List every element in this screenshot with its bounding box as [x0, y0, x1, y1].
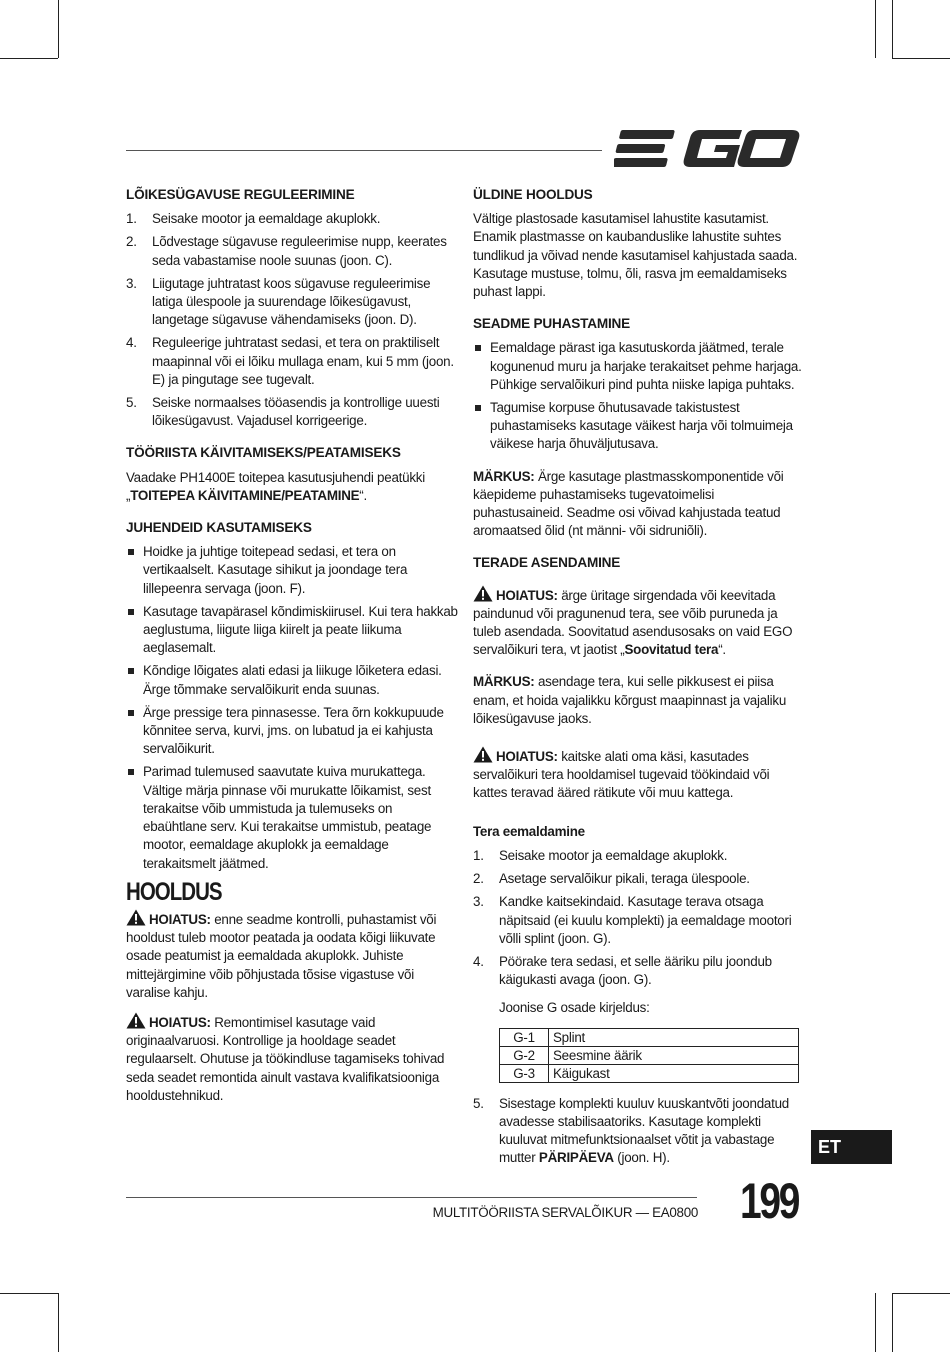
- warning-paragraph: HOIATUS: kaitske alati oma käsi, kasutades servalõikuri tera hooldamisel tugevaid töökindaid või kattes teravad ääred rätikute või muu kattega.: [473, 746, 803, 803]
- depth-steps-list: [126, 210, 458, 430]
- guide-list: [126, 543, 458, 872]
- crop-mark: [0, 1293, 58, 1294]
- left-column: [126, 186, 458, 1115]
- crop-mark: [875, 0, 876, 58]
- right-column: [473, 186, 803, 1177]
- removal-steps-list: [473, 847, 803, 989]
- list-item: Hoidke ja juhtige toitepead sedasi, et tera on vertikaalselt. Kasutage sihikut ja joondage tera lillepeenra servaga (joon. F).: [126, 543, 458, 598]
- note-paragraph: MÄRKUS: Ärge kasutage plastmasskomponentide või käepideme puhastamiseks tugevatoimelisi puhastusaineid. Seadme osi võivad kahjustada teatud aromaatsed õlid (nt männi- või sidruniõli).: [473, 468, 784, 539]
- general-maintenance-text: Vältige plastosade kasutamisel lahustite kasutamist. Enamik plastmasse on kaubanduslike lahustite suhtes tundlikud ja võivad nende kasutamisel kahjustada saada. Kasutage mustuse, tolmu, õli, rasva jm eemaldamiseks puhast lappi.: [473, 211, 798, 300]
- footer-rule: [126, 1197, 697, 1198]
- list-item: 5. Sisestage komplekti kuuluv kuuskantvõti joondatud avadesse stabilisaatoriks. Kasutage komplekti kuuluvat mitmefunktsionaalset võtit ja vabastage mutter PÄRIPÄEVA (joon. H).: [473, 1095, 789, 1166]
- crop-mark: [892, 58, 950, 59]
- crop-mark: [58, 0, 59, 58]
- start-stop-text: Vaadake PH1400E toitepea kasutusjuhendi peatükki „TOITEPEA KÄIVITAMINE/PEATAMINE“.: [126, 469, 425, 503]
- guide-heading: JUHENDEID KASUTAMISEKS: [126, 520, 312, 536]
- crop-mark: [58, 1293, 59, 1352]
- list-item: 1. Seisake mootor ja eemaldage akuplokk.: [126, 211, 381, 227]
- list-item: 2. Lõdvestage sügavuse reguleerimise nupp, keerates seda vabastamise noole suunas (joon. C).: [126, 234, 447, 268]
- start-stop-heading: TÖÖRIISTA KÄIVITAMISEKS/PEATAMISEKS: [126, 445, 401, 461]
- parts-table: [499, 1028, 799, 1083]
- ego-logo: [614, 126, 800, 172]
- warning-icon: [126, 1012, 146, 1029]
- list-item: 5. Seiske normaalses tööasendis ja kontrollige uuesti lõikesügavust. Vajadusel korrigeerige.: [126, 395, 440, 429]
- warning-icon: [473, 746, 493, 763]
- list-item: Parimad tulemused saavutate kuiva murukattega. Vältige märja pinnase või murukatte lõikamist, sest terakaitse võib ummistuda ja tulemuseks on ebaühtlane serv. Kui terakaitse ummistub, peatage mootor, eemaldage akuplokk ja eemaldage terakaitsmelt jäätmed.: [126, 763, 458, 872]
- maintenance-heading: HOOLDUS: [126, 877, 222, 906]
- table-row: G-2 Seesmine äärik: [500, 1046, 799, 1064]
- warning-icon: [126, 909, 146, 926]
- table-row: G-3 Käigukast: [500, 1064, 799, 1082]
- removal-step-5: [473, 1095, 803, 1168]
- cleaning-list: [473, 339, 803, 453]
- crop-mark: [892, 1293, 893, 1352]
- list-item: 4. Reguleerige juhtratast sedasi, et tera on praktiliselt maapinnal või ei lõiku mullaga enam, kui 5 mm (joon. E) ja pingutage see tugevalt.: [126, 335, 454, 387]
- footer-doc-title: MULTITÖÖRIISTA SERVALÕIKUR — EA0800: [432, 1205, 698, 1220]
- cleaning-heading: SEADME PUHASTAMINE: [473, 316, 631, 332]
- list-item: Ärge pressige tera pinnasesse. Tera õrn kokkupuude kõnnitee serva, kurvi, jms. on lubatud ja ei kahjusta servalõikurit.: [126, 704, 458, 759]
- list-item: 3. Kandke kaitsekindaid. Kasutage terava otsaga näpitsaid (ei kuulu komplekti) ja eemaldage mootori võlli splint (joon. G).: [473, 894, 792, 946]
- page-number: 199: [740, 1173, 799, 1229]
- list-item: Kõndige lõigates alati edasi ja liikuge lõiketera edasi. Ärge tõmmake servalõikurit enda suunas.: [126, 662, 458, 698]
- list-item: 3. Liigutage juhtratast koos sügavuse reguleerimise latiga ülespoole ja suurendage lõikesügavust, langetage sügavuse vähendamiseks (joon. D).: [126, 275, 431, 328]
- general-maintenance-heading: ÜLDINE HOOLDUS: [473, 187, 593, 202]
- crop-mark: [892, 0, 893, 58]
- warning-paragraph: HOIATUS: ärge üritage sirgendada või keevitada paindunud või pragunenud tera, see võib puruneda ja tuleb asendada. Soovitatud asendusosaks on vaid EGO servalõikuri tera, vt jaotist „Soovitatud tera“.: [473, 585, 803, 660]
- header-rule: [126, 150, 602, 151]
- warning-paragraph: HOIATUS: Remontimisel kasutage vaid originaalvaruosi. Kontrollige ja hooldage seadet regulaarselt. Ohutuse ja töökindluse tagamiseks tohivad seda seadet remontida ainult vastava kvalifikatsiooniga hooldustehnikud.: [126, 1012, 458, 1105]
- crop-mark: [892, 1293, 950, 1294]
- table-row: G-1 Splint: [500, 1028, 799, 1046]
- list-item: Kasutage tavapärasel kõndimiskiirusel. Kui tera hakkab aeglustuma, liigute liiga kiirelt ja peate liikuma aeglasemalt.: [126, 603, 458, 658]
- crop-mark: [875, 1293, 876, 1352]
- list-item: 1. Seisake mootor ja eemaldage akuplokk.: [473, 847, 728, 863]
- depth-adjust-heading: LÕIKESÜGAVUSE REGULEERIMINE: [126, 187, 355, 202]
- list-item: 2. Asetage servalõikur pikali, teraga ülespoole.: [473, 871, 750, 887]
- blade-removal-heading: Tera eemaldamine: [473, 823, 585, 839]
- note-paragraph: MÄRKUS: asendage tera, kui selle pikkusest ei piisa enam, et hoida vajalikku kõrgust maapinnast ja vajaliku lõikesügavuse jaoks.: [473, 674, 787, 726]
- language-tab: ET: [811, 1130, 892, 1164]
- crop-mark: [0, 58, 58, 59]
- parts-caption: Joonise G osade kirjeldus:: [499, 1000, 650, 1016]
- list-item: Eemaldage pärast iga kasutuskorda jäätmed, terale kogunenud muru ja harjake terakaitset pehme harjaga. Pühkige servalõikuri pind puhta niiske lapiga puhtaks.: [473, 339, 803, 394]
- blade-replace-heading: TERADE ASENDAMINE: [473, 555, 621, 571]
- warning-paragraph: HOIATUS: enne seadme kontrolli, puhastamist või hooldust tuleb mootor peatada ja oodata kõigi liikuvate osade peatumist ja eemaldada akuplokk. Juhiste mittejärgimine võib põhjustada tõsise vigastuse või varalise kahju.: [126, 909, 458, 1002]
- warning-icon: [473, 585, 493, 602]
- list-item: Tagumise korpuse õhutusavade takistustest puhastamiseks kasutage väikest harja või tolmuimeja väikese harja õhuväljutusava.: [473, 399, 803, 454]
- list-item: 4. Pöörake tera sedasi, et selle ääriku pilu joondub käigukasti avaga (joon. G).: [473, 953, 772, 988]
